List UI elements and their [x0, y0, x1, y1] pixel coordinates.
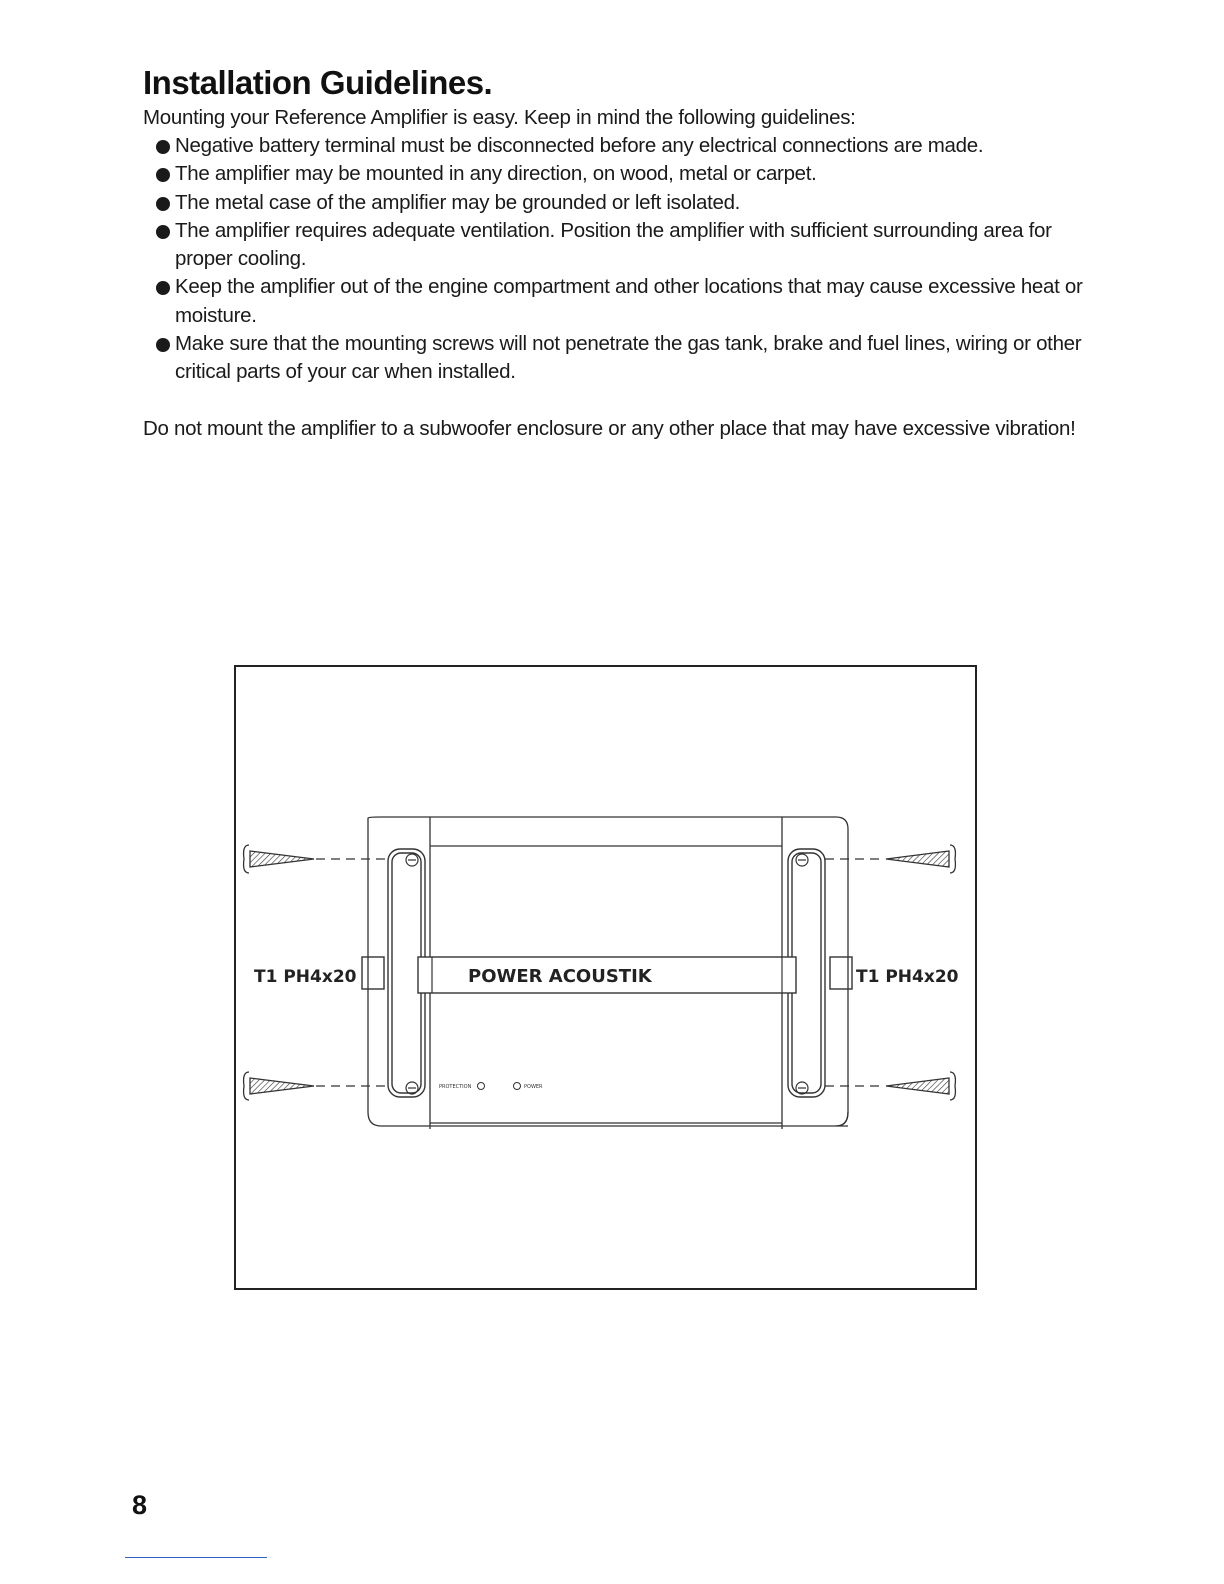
mounting-hole-bottom-right [796, 1082, 808, 1094]
screw-label-left: T1 PH4x20 [254, 967, 357, 987]
bullet-icon [156, 140, 170, 154]
mounting-hole-bottom-left [406, 1082, 418, 1094]
protection-led-icon [478, 1083, 485, 1090]
bullet-icon [156, 338, 170, 352]
bullet-icon [156, 168, 170, 182]
guideline-text: Keep the amplifier out of the engine compartment and other locations that may cause excessive heat or moisture. [175, 275, 1083, 327]
list-item [156, 189, 1106, 217]
bullet-icon [156, 281, 170, 295]
brand-nameplate [418, 957, 796, 993]
bullet-icon [156, 225, 170, 239]
list-item [156, 217, 1106, 274]
screw-bottom-right-icon [825, 1072, 955, 1100]
screw-top-right-icon [825, 845, 955, 873]
amplifier-mounting-illustration [236, 667, 975, 1288]
protection-led-label: PROTECTION [439, 1084, 472, 1090]
guideline-text: Negative battery terminal must be disconnected before any electrical connections are made. [175, 134, 984, 157]
left-mounting-flange [362, 849, 425, 1097]
right-mounting-flange [788, 849, 852, 1097]
guideline-text: The amplifier may be mounted in any direction, on wood, metal or carpet. [175, 162, 817, 186]
guideline-text: The amplifier requires adequate ventilation. Position the amplifier with sufficient surrounding area for proper cooling. [175, 218, 1052, 271]
guideline-text: Make sure that the mounting screws will not penetrate the gas tank, brake and fuel lines, wiring or other critical parts of your car when installed. [175, 332, 1082, 384]
screw-top-left-icon [244, 845, 388, 873]
guideline-text: The metal case of the amplifier may be grounded or left isolated. [175, 190, 741, 214]
list-item [156, 160, 1106, 188]
vibration-warning: Do not mount the amplifier to a subwoofer enclosure or any other place that may have excessive vibration! [143, 417, 1076, 440]
intro-text: Mounting your Reference Amplifier is easy. Keep in mind the following guidelines: [143, 106, 856, 129]
mounting-hole-top-left [406, 854, 418, 866]
status-leds [439, 1083, 543, 1091]
screw-label-right: T1 PH4x20 [856, 967, 959, 987]
power-led-label: POWER [524, 1084, 543, 1090]
screw-bottom-left-icon [244, 1072, 388, 1100]
mounting-hole-top-right [796, 854, 808, 866]
bullet-icon [156, 197, 170, 211]
page-title: Installation Guidelines. [143, 64, 493, 101]
list-item [156, 330, 1106, 387]
guideline-list [156, 132, 1106, 387]
list-item [156, 132, 1106, 160]
mounting-diagram [234, 665, 977, 1290]
power-led-icon [514, 1083, 521, 1090]
footer-rule [125, 1557, 267, 1558]
brand-label: POWER ACOUSTIK [468, 966, 652, 987]
page-number: 8 [132, 1490, 148, 1520]
list-item [156, 273, 1106, 330]
